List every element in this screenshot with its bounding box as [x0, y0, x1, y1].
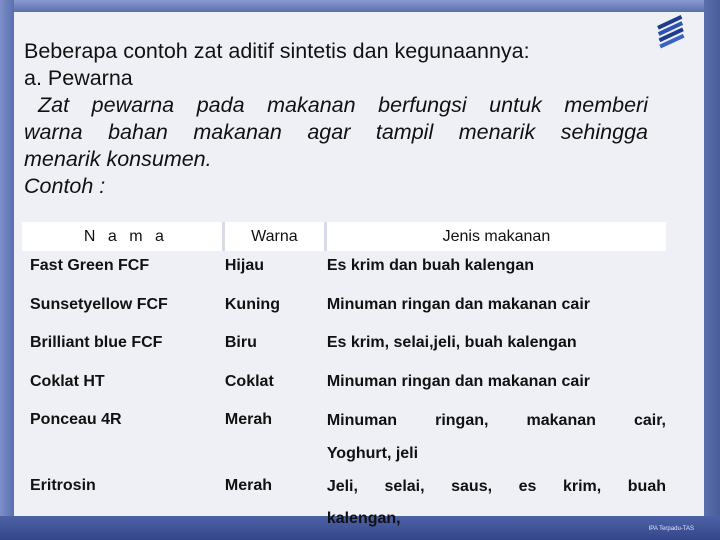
cell-jenis-line-2: Yoghurt, jeli [326, 444, 419, 462]
header-nama: N a m a [22, 222, 225, 251]
header-warna: Warna [225, 222, 327, 251]
cell-jenis [327, 471, 666, 536]
table-header-row [22, 222, 666, 251]
paragraph-line-3: menarik konsumen. [24, 147, 212, 171]
ministry-logo-icon [648, 14, 698, 60]
section-heading: a. Pewarna [24, 66, 133, 90]
cell-nama: Coklat HT [30, 372, 105, 390]
cell-nama: Sunsetyellow FCF [30, 295, 168, 313]
cell-warna: Merah [224, 411, 272, 429]
cell-warna: Biru [224, 334, 257, 352]
table-row [22, 471, 666, 536]
table-row [22, 251, 666, 290]
text-block [24, 38, 648, 200]
table-row [22, 328, 666, 367]
table-row [22, 290, 666, 329]
cell-warna: Coklat [224, 372, 274, 390]
cell-jenis-line-1: Minuman ringan, makanan cair, [326, 412, 666, 430]
cell-nama: Eritrosin [30, 476, 96, 494]
slide-panel [14, 12, 704, 528]
cell-jenis: Es krim, selai,jeli, buah kalengan [326, 334, 577, 352]
cell-jenis: Es krim dan buah kalengan [326, 257, 534, 274]
paragraph-line-2: warna bahan makanan agar tampil menarik sehingga [24, 120, 648, 144]
contoh-label: Contoh : [24, 174, 106, 198]
cell-nama: Brilliant blue FCF [30, 334, 163, 352]
cell-jenis: Minuman ringan dan makanan cair [326, 295, 590, 313]
cell-warna: Kuning [224, 295, 280, 313]
footer-tag: IPA Terpadu-TAS [648, 526, 694, 532]
intro-text: Beberapa contoh zat aditif sintetis dan kegunaannya: [24, 39, 530, 63]
paragraph-line-1: Zat pewarna pada makanan berfungsi untuk memberi [38, 93, 648, 117]
cell-warna: Merah [224, 476, 272, 494]
header-jenis: Jenis makanan [327, 222, 666, 251]
frame-left [0, 0, 14, 540]
frame-top [0, 0, 720, 12]
cell-nama: Fast Green FCF [30, 257, 150, 274]
cell-jenis-line-2: kalengan, [326, 510, 401, 528]
cell-warna: Hijau [224, 257, 264, 274]
cell-jenis [327, 405, 666, 470]
cell-nama: Ponceau 4R [30, 411, 122, 429]
frame-right [704, 0, 720, 540]
table-row [22, 405, 666, 470]
table-row [22, 367, 666, 406]
cell-jenis-line-1: Jeli, selai, saus, es krim, buah [326, 477, 666, 495]
additive-table [22, 222, 666, 536]
cell-jenis: Minuman ringan dan makanan cair [326, 372, 590, 390]
